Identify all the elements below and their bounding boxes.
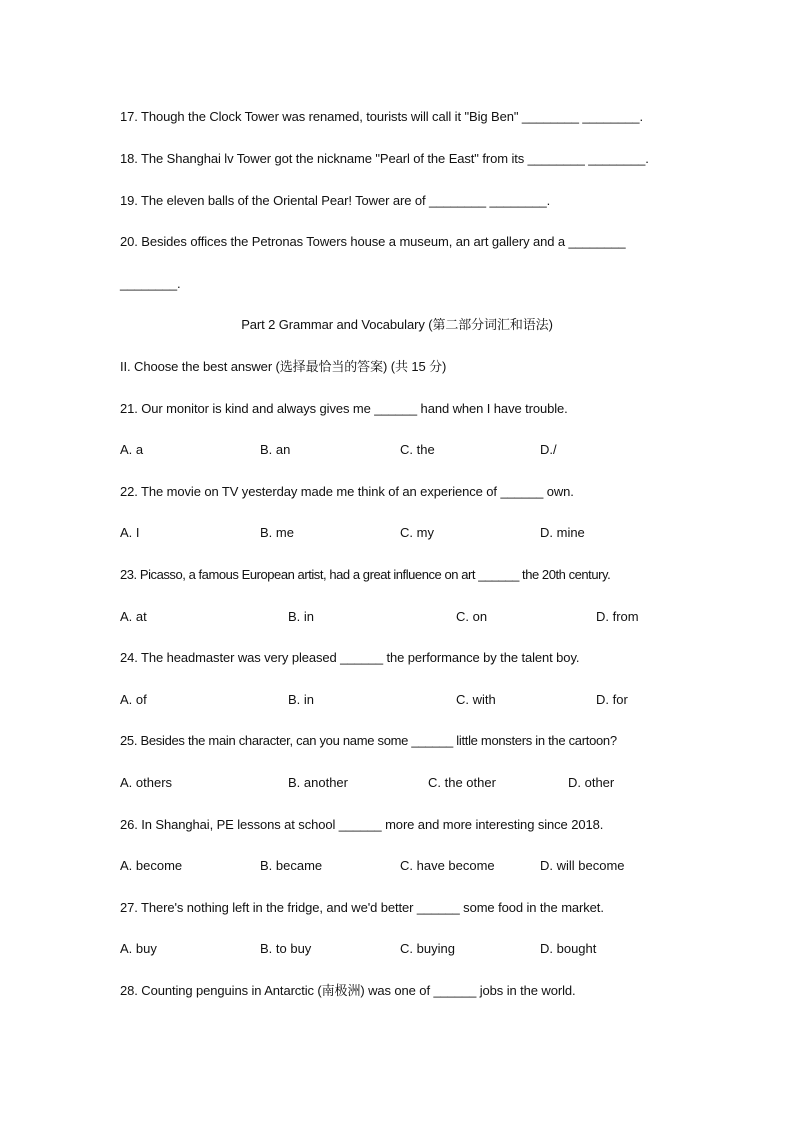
fill-question-17: 17. Though the Clock Tower was renamed, tourists will call it "Big Ben" ________ ________. [120,109,643,124]
option-c: C. buying [400,941,455,956]
option-d: D. bought [540,941,597,956]
option-b: B. an [260,442,291,457]
option-a: A. a [120,442,144,457]
question-27: 27. There's nothing left in the fridge, and we'd better ______ some food in the market. [120,900,604,915]
question-26: 26. In Shanghai, PE lessons at school ______ more and more interesting since 2018. [120,817,604,832]
option-b: B. became [260,858,323,873]
question-28: 28. Counting penguins in Antarctic (南极洲) was one of ______ jobs in the world. [120,983,576,998]
option-d: D. for [596,692,628,707]
option-a: A. others [120,775,173,790]
question-23: 23. Picasso, a famous European artist, had a great influence on art ______ the 20th century. [120,567,611,582]
option-c: C. the other [428,775,496,790]
fill-question-20: 20. Besides offices the Petronas Towers house a museum, an art gallery and a ________ [120,234,626,249]
question-24: 24. The headmaster was very pleased ______ the performance by the talent boy. [120,650,580,665]
option-d: D. other [568,775,615,790]
option-d: D. mine [540,525,585,540]
question-21: 21. Our monitor is kind and always gives me ______ hand when I have trouble. [120,401,568,416]
option-a: A. buy [120,941,157,956]
option-c: C. with [456,692,496,707]
option-b: B. to buy [260,941,312,956]
option-c: C. have become [400,858,495,873]
option-c: C. my [400,525,434,540]
section-heading: II. Choose the best answer (选择最恰当的答案) (共 15 分) [120,359,447,374]
option-b: B. in [288,692,315,707]
option-a: A. of [120,692,147,707]
fill-question-18: 18. The Shanghai lv Tower got the nickname "Pearl of the East" from its ________ ________. [120,151,649,166]
option-b: B. me [260,525,294,540]
option-b: B. in [288,609,315,624]
option-a: A. at [120,609,147,624]
option-a: A. become [120,858,183,873]
question-25: 25. Besides the main character, can you name some ______ little monsters in the cartoon? [120,733,617,748]
fill-question-20-continuation: ________. [120,276,181,291]
option-d: D. from [596,609,639,624]
option-b: B. another [288,775,348,790]
option-d: D./ [540,442,557,457]
option-a: A. I [120,525,140,540]
option-d: D. will become [540,858,625,873]
option-c: C. the [400,442,435,457]
option-c: C. on [456,609,488,624]
question-22: 22. The movie on TV yesterday made me think of an experience of ______ own. [120,484,574,499]
fill-question-19: 19. The eleven balls of the Oriental Pear! Tower are of ________ ________. [120,193,551,208]
part-heading: Part 2 Grammar and Vocabulary (第二部分词汇和语法) [241,317,553,332]
